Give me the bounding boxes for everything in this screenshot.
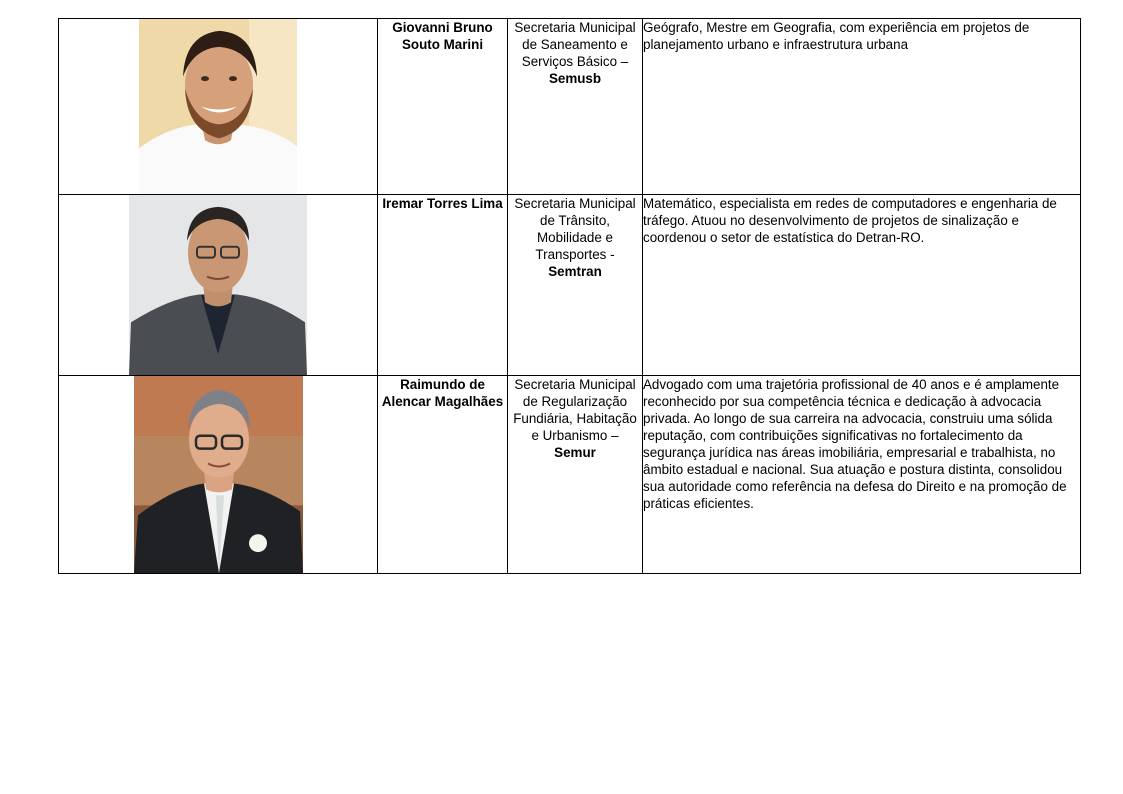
- portrait-photo: [134, 376, 303, 573]
- portrait-photo: [129, 195, 307, 375]
- department-code: Semtran: [548, 264, 602, 279]
- photo-cell: [59, 376, 378, 574]
- person-name: Raimundo de Alencar Magalhães: [378, 376, 508, 574]
- person-bio: Geógrafo, Mestre em Geografia, com experiência em projetos de planejamento urbano e infraestrutura urbana: [643, 19, 1081, 195]
- department-cell: [508, 195, 643, 376]
- photo-cell: [59, 195, 378, 376]
- department-cell: [508, 376, 643, 574]
- portrait-photo: [139, 19, 297, 194]
- photo-cell: [59, 19, 378, 195]
- department-code: Semusb: [548, 71, 602, 86]
- table-row: [59, 376, 1081, 574]
- person-name: Iremar Torres Lima: [378, 195, 508, 376]
- department-code: Semur: [554, 445, 596, 460]
- department-name: Secretaria Municipal de Trânsito, Mobilidade e Transportes -: [514, 196, 636, 262]
- table-row: [59, 195, 1081, 376]
- department-name: Secretaria Municipal de Saneamento e Serviços Básico –: [514, 20, 636, 69]
- table-row: [59, 19, 1081, 195]
- person-bio: Advogado com uma trajetória profissional de 40 anos e é amplamente reconhecido por sua competência técnica e dedicação à advocacia privada. Ao longo de sua carreira na advocacia, construiu uma sólida reputação, com contribuições significativas no fortalecimento da segurança jurídica nas áreas imobiliária, empresarial e trabalhista, no âmbito estadual e nacional. Sua atuação e postura distinta, consolidou sua autoridade como referência na defesa do Direito e na promoção de práticas eficientes.: [643, 376, 1081, 574]
- person-name: Giovanni Bruno Souto Marini: [378, 19, 508, 195]
- department-cell: [508, 19, 643, 195]
- department-name: Secretaria Municipal de Regularização Fundiária, Habitação e Urbanismo –: [513, 377, 637, 443]
- person-bio: Matemático, especialista em redes de computadores e engenharia de tráfego. Atuou no desenvolvimento de projetos de sinalização e coordenou o setor de estatística do Detran-RO.: [643, 195, 1081, 376]
- staff-table: [58, 18, 1081, 574]
